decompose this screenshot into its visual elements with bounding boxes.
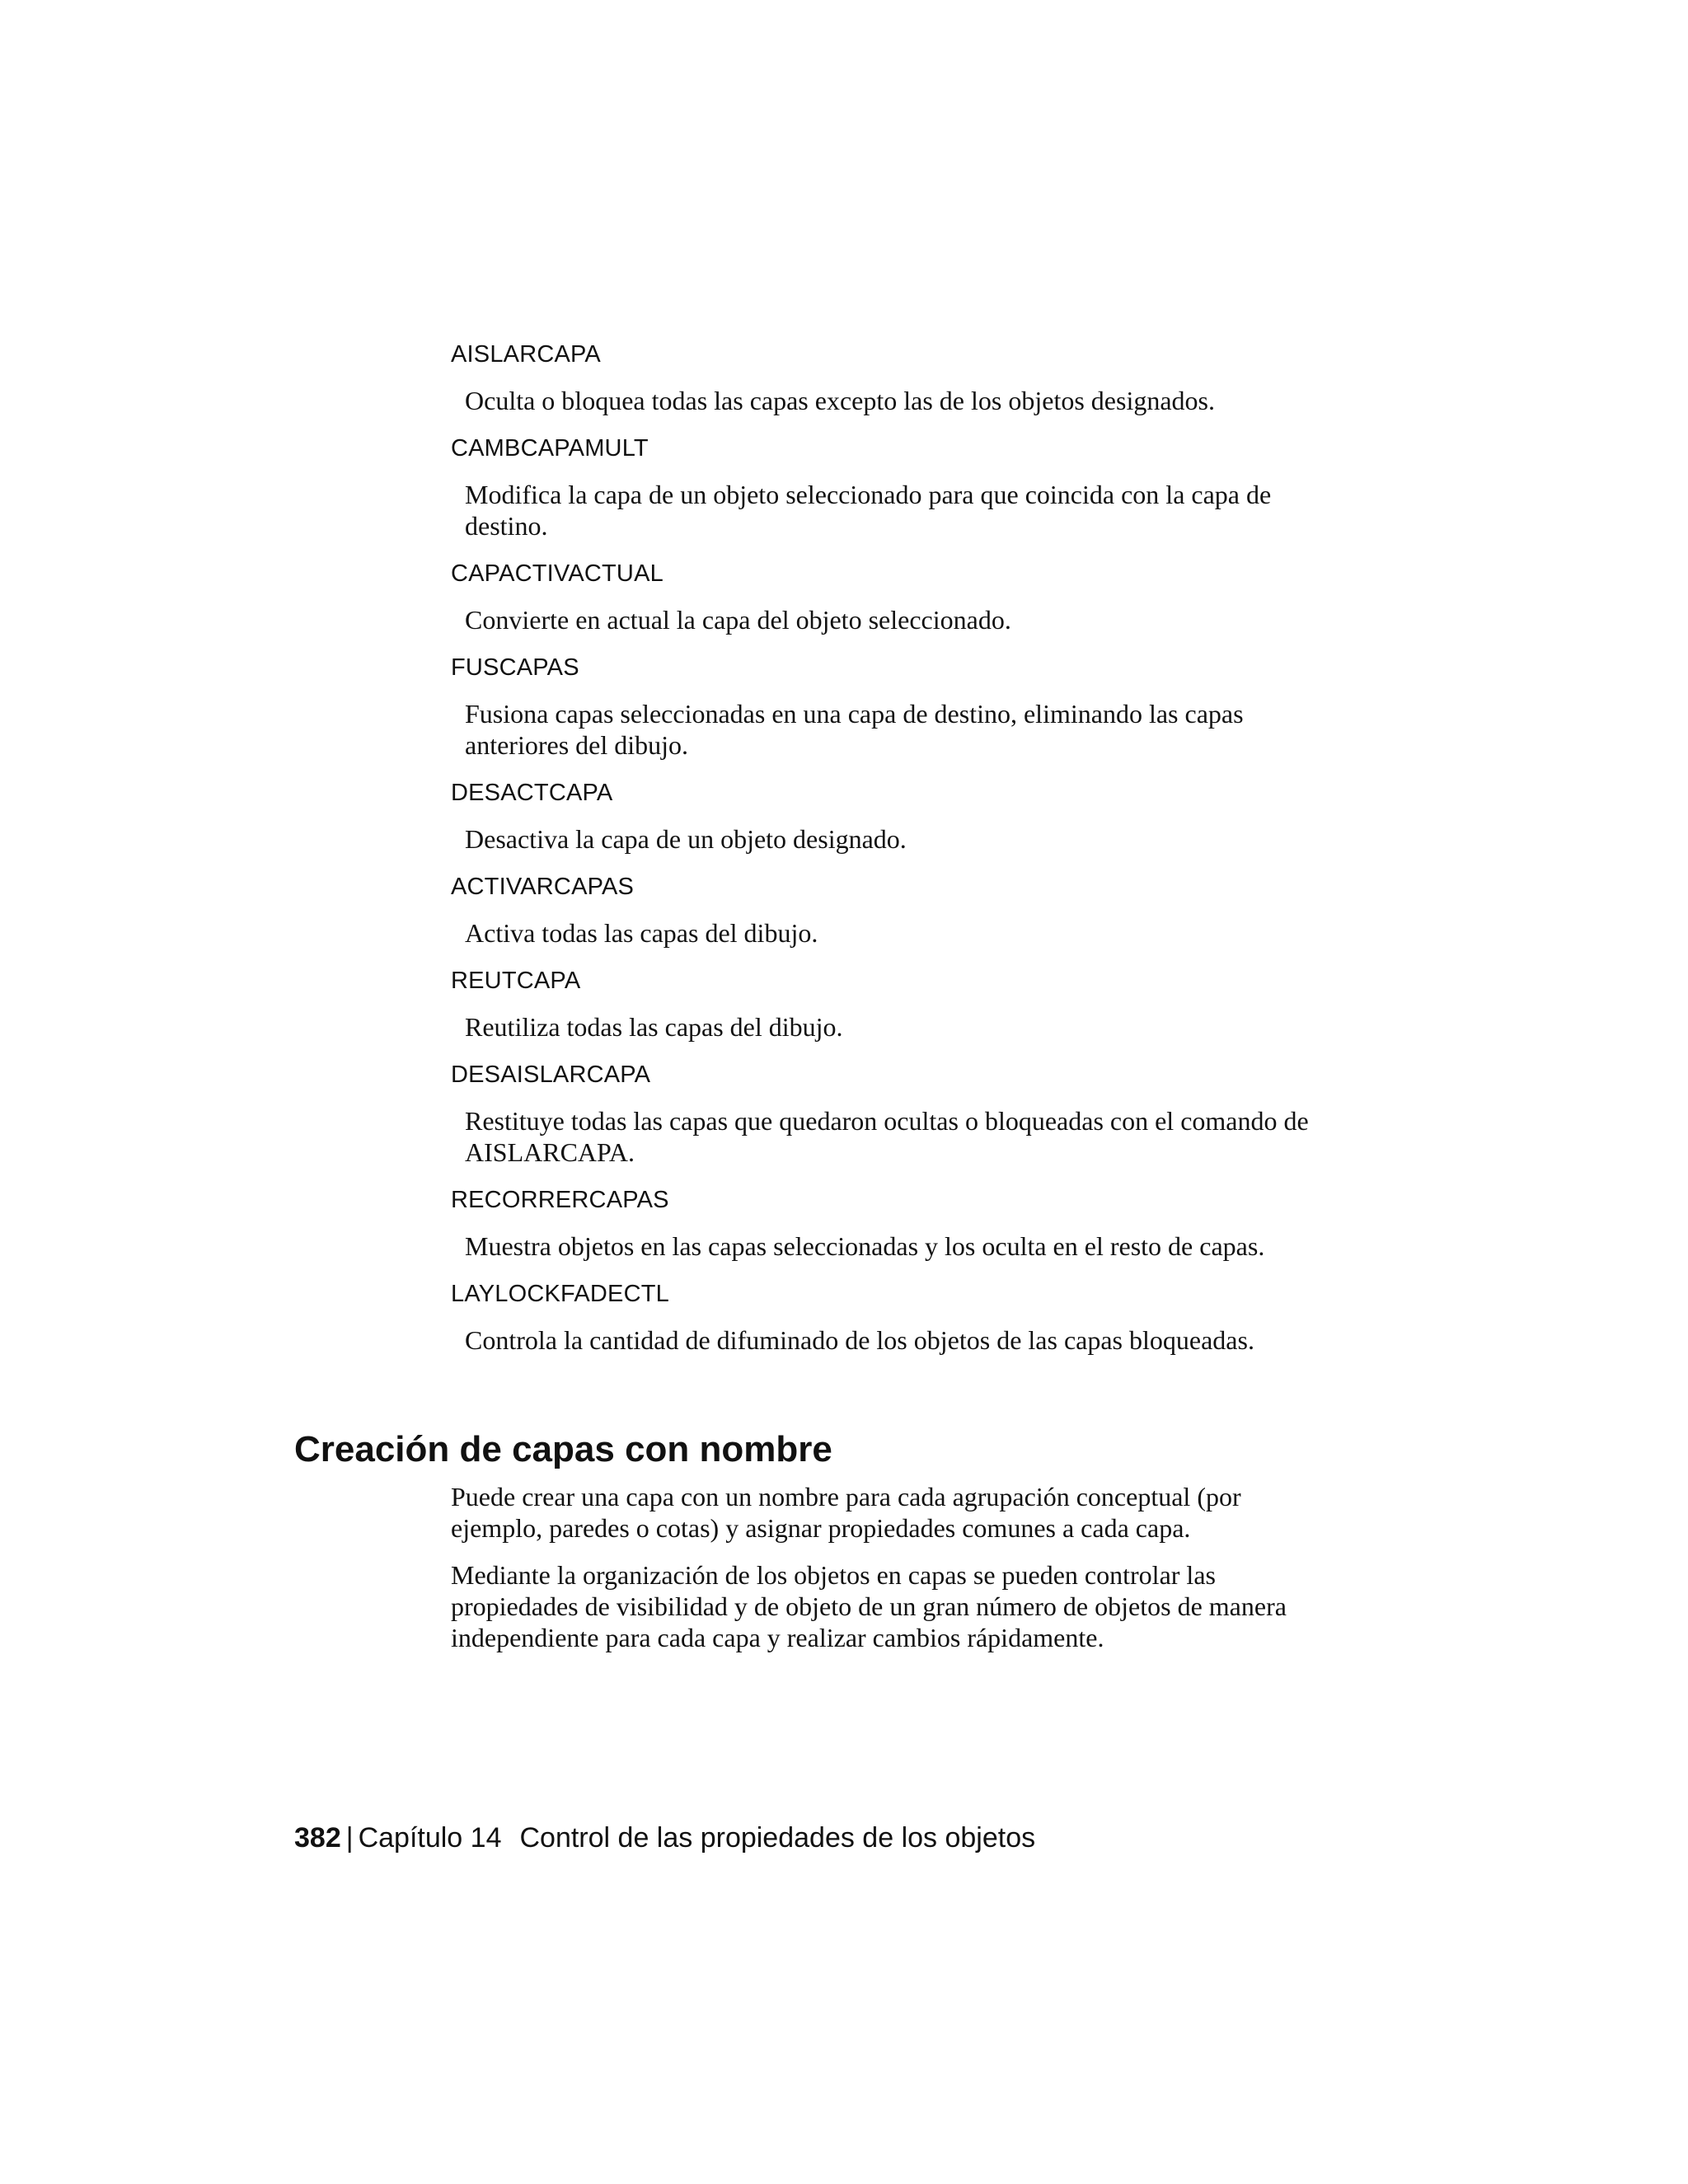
command-name: DESACTCAPA (451, 780, 613, 806)
command-entry (451, 1183, 1341, 1262)
command-description: Restituye todas las capas que quedaron ocultas o bloqueadas con el comando de AISLARCAPA. (465, 1106, 1309, 1167)
command-name: ACTIVARCAPAS (451, 874, 635, 900)
paragraph: Mediante la organización de los objetos en capas se pueden controlar las propiedades de visibilidad y de objeto de un gran número de objetos de manera independiente para cada capa y realizar cambios rápidamente. (451, 1560, 1287, 1652)
command-description: Activa todas las capas del dibujo. (465, 918, 818, 948)
command-name: FUSCAPAS (451, 654, 579, 681)
command-name: CAPACTIVACTUAL (451, 560, 663, 587)
command-entry (451, 870, 1341, 949)
command-entry (451, 1058, 1341, 1168)
command-name: RECORRERCAPAS (451, 1187, 669, 1213)
command-name: DESAISLARCAPA (451, 1062, 651, 1088)
command-name: LAYLOCKFADECTL (451, 1281, 669, 1307)
command-entry (451, 432, 1341, 541)
command-entry (451, 1277, 1341, 1356)
command-entry (451, 776, 1341, 855)
command-entry (451, 557, 1341, 635)
command-list (451, 338, 1341, 1371)
command-description: Oculta o bloquea todas las capas excepto las de los objetos designados. (465, 386, 1215, 415)
command-description: Reutiliza todas las capas del dibujo. (465, 1012, 843, 1042)
command-name: AISLARCAPA (451, 341, 601, 368)
command-description: Convierte en actual la capa del objeto seleccionado. (465, 605, 1011, 635)
section-body (451, 1481, 1333, 1669)
chapter-label: Capítulo 14 (358, 1822, 502, 1854)
command-description: Controla la cantidad de difuminado de los objetos de las capas bloqueadas. (465, 1325, 1254, 1355)
command-entry (451, 651, 1341, 761)
paragraph: Puede crear una capa con un nombre para cada agrupación conceptual (por ejemplo, paredes o cotas) y asignar propiedades comunes a cada capa. (451, 1482, 1241, 1543)
footer-separator: | (345, 1822, 354, 1854)
page-number: 382 (294, 1822, 341, 1854)
command-entry (451, 964, 1341, 1043)
chapter-title: Control de las propiedades de los objetos (519, 1822, 1036, 1854)
command-name: CAMBCAPAMULT (451, 435, 649, 462)
page-footer (294, 1820, 1035, 1856)
command-description: Muestra objetos en las capas seleccionadas y los oculta en el resto de capas. (465, 1231, 1265, 1261)
command-description: Desactiva la capa de un objeto designado. (465, 824, 907, 854)
command-description: Fusiona capas seleccionadas en una capa de destino, eliminando las capas anteriores del dibujo. (465, 699, 1244, 760)
command-entry (451, 338, 1341, 416)
command-description: Modifica la capa de un objeto seleccionado para que coincida con la capa de destino. (465, 480, 1272, 541)
section-heading: Creación de capas con nombre (294, 1429, 832, 1469)
command-name: REUTCAPA (451, 968, 581, 994)
